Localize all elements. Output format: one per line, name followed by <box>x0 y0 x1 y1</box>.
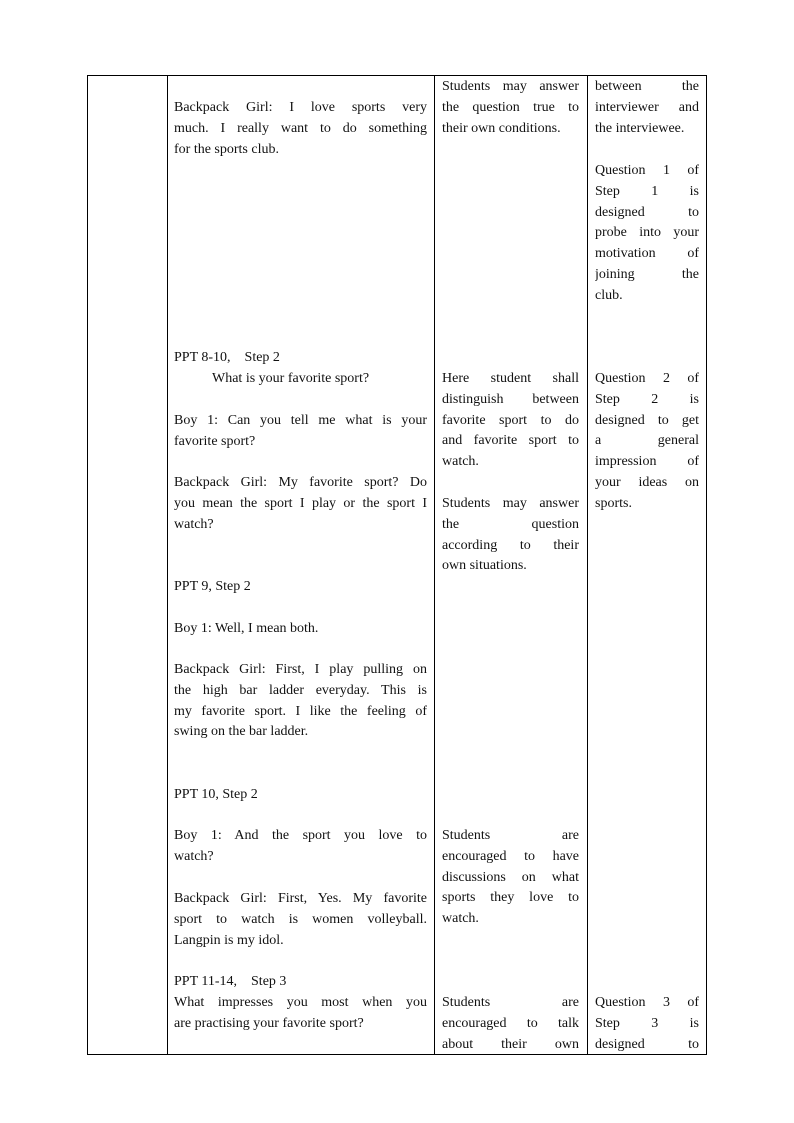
table-divider-2 <box>434 75 435 1055</box>
step3-question: What impresses you most when you are practising your favorite sport? <box>174 995 427 1031</box>
intent-note-4: Question 3 of Step 3 is designed to <box>595 995 699 1052</box>
activity-note-3: Students may answer the question according to their own situations. <box>442 496 579 574</box>
dialogue-girl-love-sports: Backpack Girl: I love sports very much. I really want to do something for the sports club. <box>174 100 427 157</box>
dialogue-boy1-both: Boy 1: Well, I mean both. <box>174 621 319 636</box>
step2-question: What is your favorite sport? <box>212 371 370 386</box>
design-intent-column <box>595 76 699 1054</box>
activity-note-4: Students are encouraged to have discussions on what sports they love to watch. <box>442 828 579 927</box>
table-border-bottom <box>87 1054 707 1055</box>
dialogue-boy1-watch: Boy 1: And the sport you love to watch? <box>174 828 427 864</box>
table-border-right <box>706 75 707 1055</box>
dialogue-girl-clarify: Backpack Girl: My favorite sport? Do you mean the sport I play or the sport I watch? <box>174 475 427 532</box>
ppt9-heading: PPT 9, Step 2 <box>174 579 251 594</box>
ppt10-heading: PPT 10, Step 2 <box>174 787 258 802</box>
table-divider-3 <box>587 75 588 1055</box>
table-cell-empty <box>88 76 167 1054</box>
dialogue-boy1-ask: Boy 1: Can you tell me what is your favorite sport? <box>174 413 427 449</box>
student-activity-column <box>442 76 579 1054</box>
intent-note-3: Question 2 of Step 2 is designed to get a general impression of your ideas on sports. <box>595 371 699 511</box>
activity-note-1: Students may answer the question true to their own conditions. <box>442 79 579 136</box>
dialogue-girl-play: Backpack Girl: First, I play pulling on the high bar ladder everyday. This is my favorite sport. I like the feeling of swing on the bar ladder. <box>174 662 427 740</box>
activity-note-5: Students are encouraged to talk about their own <box>442 995 579 1052</box>
intent-note-1: between the interviewer and the interviewee. <box>595 79 699 136</box>
dialogue-girl-watch: Backpack Girl: First, Yes. My favorite sport to watch is women volleyball. Langpin is my idol. <box>174 891 427 948</box>
table-divider-1 <box>167 75 168 1055</box>
intent-note-2: Question 1 of Step 1 is designed to probe into your motivation of joining the club. <box>595 163 699 303</box>
step3-heading: PPT 11-14, Step 3 <box>174 974 287 989</box>
step2-heading: PPT 8-10, Step 2 <box>174 350 280 365</box>
activity-note-2: Here student shall distinguish between favorite sport to do and favorite sport to watch. <box>442 371 579 470</box>
dialogue-column <box>174 76 427 1054</box>
